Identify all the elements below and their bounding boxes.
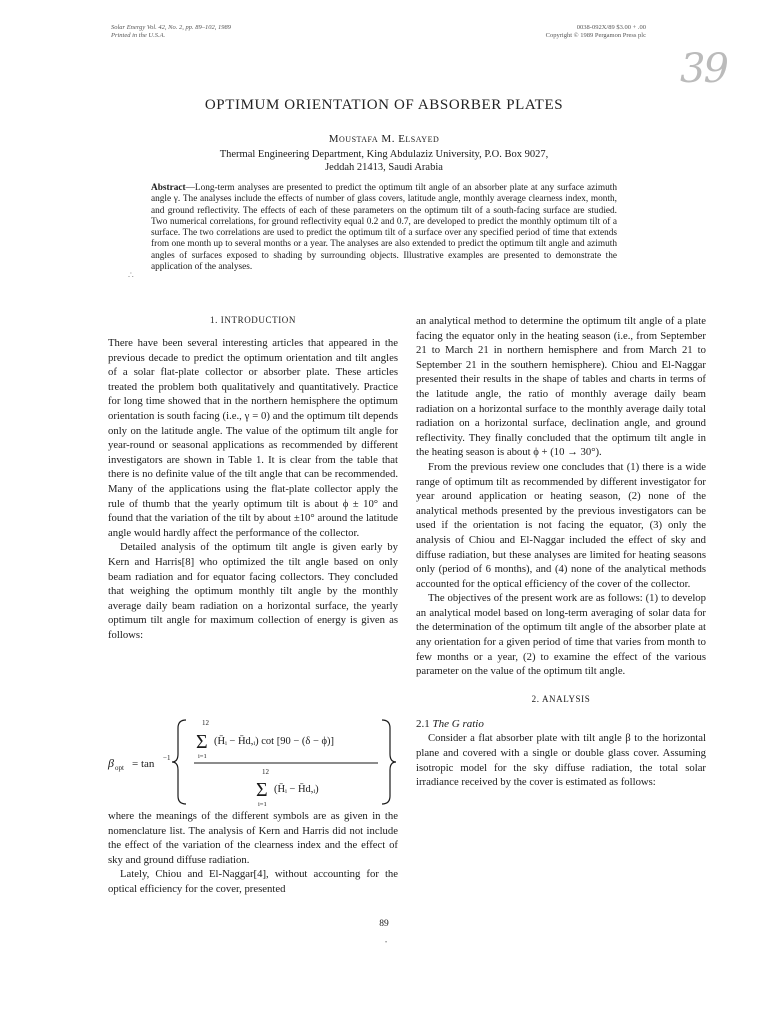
price-code: 0038-092X/89 $3.00 + .00 (576, 24, 646, 31)
printed-in: Printed in the U.S.A. (111, 32, 166, 39)
subsection-heading-g-ratio (416, 717, 706, 732)
analysis-paragraph-1: Consider a flat absorber plate with tilt angle β to the horizontal plane and covered with a single or double glass cover. Assuming isotropic model for the sky diffuse radiation, the total solar irradiance received by the cover is estimated as follows: (416, 732, 706, 789)
left-column-top (108, 314, 398, 642)
intro-paragraph-3: where the meanings of the different symbols are as given in the nomenclature list. The analysis of Kern and Harris did not include the effect of the variation of the clearness index and the effect of sky and ground diffuse radiation. (108, 810, 398, 866)
eq-numerator: (H̄ᵢ − H̄d,ᵢ) cot [90 − (δ − ϕ)] (214, 736, 335, 747)
running-header-right (546, 24, 646, 40)
eq-equals-tan: = tan (132, 758, 155, 770)
equation-beta-opt (106, 714, 396, 810)
subsection-title: The G ratio (432, 717, 484, 730)
eq-den-sum-lower: i=1 (258, 801, 267, 808)
eq-inverse: −1 (163, 754, 171, 762)
page-number: 89 (379, 919, 389, 929)
journal-citation: Solar Energy Vol. 42, No. 2, pp. 89–102, 1989 (111, 24, 232, 31)
bottom-mark: • (385, 940, 388, 946)
left-column-bottom (108, 809, 398, 897)
subsection-number: 2.1 (416, 717, 430, 730)
eq-den-sum-upper: 12 (262, 768, 269, 776)
eq-lhs-sub: opt (115, 764, 124, 772)
copyright: Copyright © 1989 Pergamon Press plc (545, 32, 646, 39)
eq-num-sum-lower: i=1 (198, 753, 207, 760)
abstract-label: Abstract (151, 183, 186, 193)
running-header-left (111, 24, 231, 40)
right-paragraph-1: an analytical method to determine the optimum tilt angle of a plate facing the equator only in the heating season (i.e., from September 21 to March 21 in northern hemisphere and from March 21 to September 21 in the southern hemisphere). Chiou and El-Naggar presented their results in the shape of tables and charts in terms of the latitude angle, the ratio of monthly average daily beam radiation on a horizontal surface to the monthly average daily total radiation on a horizontal surface, declination angle, and ground reflectivity. They finally concluded that the optimum tilt angle in the heating season is about ϕ + (10 → 30°). (416, 315, 706, 459)
intro-paragraph-4: Lately, Chiou and El-Naggar[4], without accounting for the optical efficiency for the cover, presented (108, 868, 398, 895)
intro-paragraph-2: Detailed analysis of the optimum tilt angle is given early by Kern and Harris[8] who optimized the tilt angle based on only beam radiation and for equator facing collectors. They concluded that weighing the optimum monthly tilt angle by the monthly average daily beam radiation on a horizontal surface, the yearly optimum tilt angle for maximum collection of energy is given as follows: (108, 541, 398, 641)
right-paragraph-3: The objectives of the present work are as follows: (1) to develop an analytical model based on long-term averaging of solar data for the determination of the optimum tilt angle of the absorber plate at any orientation for a given period of time that varies from month to few months or a year, (2) to examine the effect of the various parameter on the value of the optimum tilt angle. (416, 592, 706, 678)
paper-title: OPTIMUM ORIENTATION OF ABSORBER PLATES (204, 97, 564, 113)
abstract-text: —Long-term analyses are presented to predict the optimum tilt angle of an absorber plate at any surface azimuth angle γ. The analyses include the effects of number of glass covers, latitude angle, monthly average clearness index, month, and ground reflectivity. The effects of each of these parameters on the optimum tilt of a south-facing surface are studied. Two numerical correlations, for ground reflectivity equal 0.2 and 0.7, are developed to predict the monthly optimum tilt of a surface. The two correlations are used to predict the optimum tilt of a surface over any specified period of time that extends from one month up to several months or a year. The analyses are also extended to predict the optimum tilt angle and azimuth angles of surfaces exposed to shading by surrounding objects. Illustrative examples are presented to demonstrate the application of the analyses. (151, 183, 617, 273)
affiliation-line-1: Thermal Engineering Department, King Abdulaziz University, P.O. Box 9027, (219, 149, 549, 160)
section-heading-introduction: 1. INTRODUCTION (210, 315, 296, 325)
eq-right-brace (382, 720, 396, 804)
affiliation-line-2: Jeddah 21413, Saudi Arabia (325, 162, 443, 173)
author-name: Moustafa M. Elsayed (328, 133, 440, 145)
section-heading-analysis: 2. ANALYSIS (531, 693, 591, 704)
eq-den-sigma: Σ (256, 779, 268, 801)
eq-num-sigma: Σ (196, 731, 208, 753)
right-column (416, 314, 706, 790)
margin-mark: ∴ (128, 270, 134, 280)
eq-lhs: β (108, 756, 114, 770)
equation-graphic (106, 714, 396, 810)
eq-left-brace (172, 720, 186, 804)
handwritten-number: 39 (680, 46, 727, 92)
intro-paragraph-1: There have been several interesting articles that appeared in the previous decade to predict the optimum orientation and tilt angles of a solar flat-plate collector or absorber plate. These articles treated the problem both qualitatively and quantitatively. Practice for long time showed that in the northern hemisphere the optimum orientation is south facing (i.e., γ = 0) and the optimum tilt depends only on the latitude angle. The value of the optimum tilt angle for year-round or seasonal applications as recommended by different investigators are shown in Table 1. It is clear from the table that there is no definite value of the tilt angle that can be recommended. Many of the applications using the flat-plate collector apply the rule of thumb that the yearly optimum tilt is about ϕ ± 10° and found that the variation of the tilt by about ±10° around the latitude angle would hardly affect the performance of the collector. (108, 337, 398, 539)
eq-num-sum-upper: 12 (202, 719, 209, 727)
right-paragraph-2: From the previous review one concludes that (1) there is a wide range of optimum tilt as recommended by different investigator for year around application or heating season, (2) none of the analytical methods presented by the previous investigators can be used if the orientation is not facing the equator, (3) only the analysis of Chiou and El-Naggar included the effect of sky and diffuse radiation, but these analyses are limited for heating seasons only (period of 6 months), and (4) none of the analytical methods accounted for the optical efficiency of the cover of the collector. (416, 460, 706, 590)
eq-denominator: (H̄ᵢ − H̄d,ᵢ) (274, 784, 319, 795)
abstract (151, 183, 617, 273)
